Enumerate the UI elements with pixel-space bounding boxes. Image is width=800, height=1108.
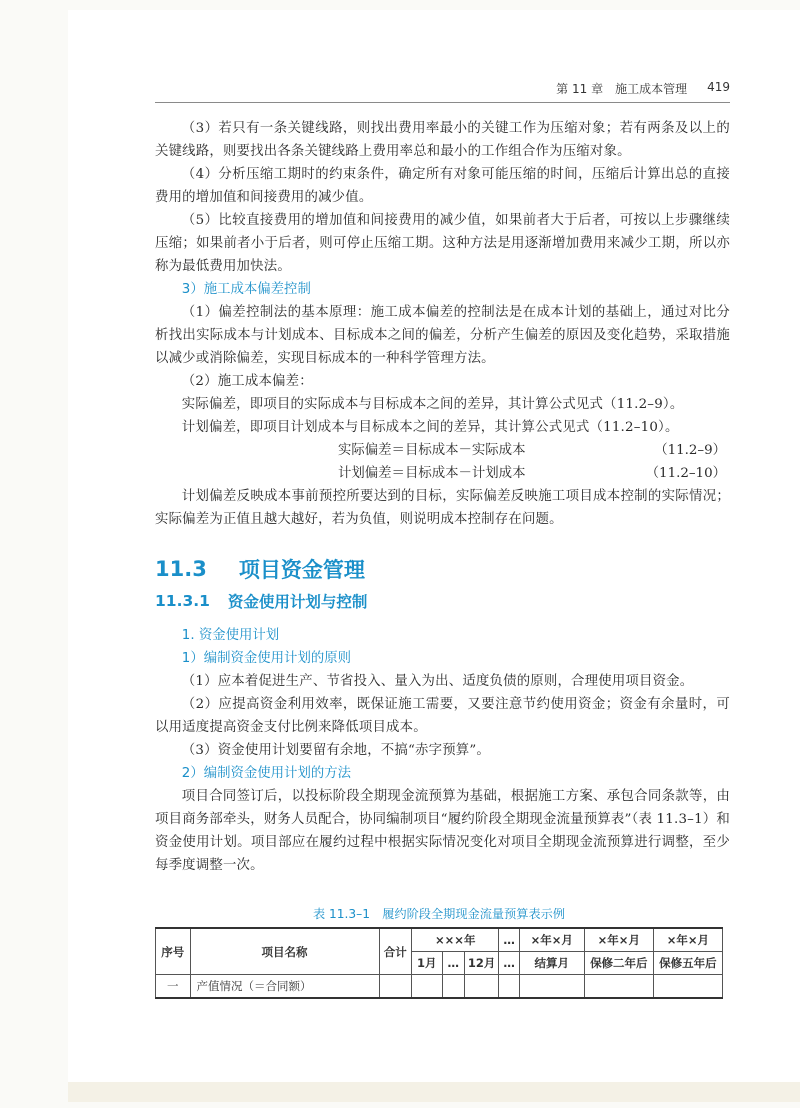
section-heading-11-3	[155, 552, 730, 586]
subsection-number: 11.3.1	[155, 592, 210, 610]
paragraph-step-3: （3）若只有一条关键线路，则找出费用率最小的关键工作为压缩对象；若有两条及以上的关键线路，则要找出各条关键线路上费用率总和最小的工作组合作为压缩对象。	[155, 121, 730, 159]
col-ym-header: ×年×月	[584, 928, 653, 952]
formula-11-2-9	[155, 439, 730, 462]
sub-month-12: 12月	[464, 952, 499, 975]
sub-ellipsis: …	[499, 952, 519, 975]
col-ym-header: ×年×月	[653, 928, 722, 952]
running-header	[155, 80, 730, 103]
paragraph-deviation-label: （2）施工成本偏差：	[181, 374, 313, 389]
bottom-strip	[68, 1082, 800, 1102]
header-chapter: 第 11 章	[556, 82, 604, 96]
col-seq-header: 序号	[156, 928, 191, 975]
col-ellipsis-header: …	[499, 928, 519, 952]
sub-month-1: 1月	[412, 952, 442, 975]
formula-expression: 计划偏差＝目标成本－计划成本	[338, 466, 526, 481]
col-name-header: 项目名称	[190, 928, 379, 975]
col-year-header: ×××年	[412, 928, 499, 952]
subsection-heading-11-3-1	[155, 586, 730, 616]
col-ym-header: ×年×月	[519, 928, 584, 952]
heading-plan-methods: 2）编制资金使用计划的方法	[181, 766, 352, 781]
cell-empty	[499, 975, 519, 999]
paragraph-principle-2: （2）应提高资金利用效率，既保证施工需要，又要注意节约使用资金；资金有余量时，可以用适度提高资金支付比例来降低项目成本。	[155, 697, 730, 735]
table-header-row	[156, 928, 723, 952]
cell-empty	[412, 975, 442, 999]
paragraph-principle-3: （3）资金使用计划要留有余地，不搞“赤字预算”。	[181, 743, 491, 758]
formula-number: （11.2–10）	[645, 466, 726, 481]
sub-warranty-5-years: 保修五年后	[653, 952, 722, 975]
paragraph-principle-1: （1）应本着促进生产、节省投入、量入为出、适度负债的原则，合理使用项目资金。	[181, 674, 694, 689]
cell-empty	[442, 975, 464, 999]
cash-flow-budget-table	[155, 927, 723, 999]
header-chapter-title: 施工成本管理	[615, 82, 688, 96]
page-body	[155, 117, 730, 877]
cell-empty	[379, 975, 412, 999]
heading-fund-use-plan: 1. 资金使用计划	[181, 628, 280, 643]
table-row	[156, 975, 723, 999]
section-number: 11.3	[155, 557, 207, 581]
table-caption: 表 11.3–1 履约阶段全期现金流量预算表示例	[312, 907, 566, 921]
paragraph-planned-deviation: 计划偏差，即项目计划成本与目标成本之间的差异，其计算公式见式（11.2–10）。	[181, 420, 679, 435]
heading-cost-deviation-control: 3）施工成本偏差控制	[181, 282, 311, 297]
paragraph-deviation-conclusion: 计划偏差反映成本事前预控所要达到的目标，实际偏差反映施工项目成本控制的实际情况；实际偏差为正值且越大越好，若为负值，则说明成本控制存在问题。	[155, 489, 730, 527]
paragraph-plan-method: 项目合同签订后，以投标阶段全期现金流预算为基础，根据施工方案、承包合同条款等，由项目商务部牵头，财务人员配合，协同编制项目“履约阶段全期现金流量预算表”（表 11.3–1）和资金使用计划。项目部应在履约过程中根据实际情况变化对项目全期现金流预算进行调整，至少每季度调整一次。	[155, 789, 730, 873]
paragraph-step-5: （5）比较直接费用的增加值和间接费用的减少值，如果前者大于后者，可按以上步骤继续压缩；如果前者小于后者，则可停止压缩工期。这种方法是用逐渐增加费用来减少工期，所以亦称为最低费用加快法。	[155, 213, 730, 274]
paragraph-deviation-principle: （1）偏差控制法的基本原理：施工成本偏差的控制法是在成本计划的基础上，通过对比分析找出实际成本与计划成本、目标成本之间的偏差，分析产生偏差的原因及变化趋势，采取措施以减少或消除偏差，实现目标成本的一种科学管理方法。	[155, 305, 730, 366]
cell-empty	[584, 975, 653, 999]
sub-ellipsis: …	[442, 952, 464, 975]
formula-expression: 实际偏差＝目标成本－实际成本	[338, 443, 526, 458]
cell-empty	[519, 975, 584, 999]
sub-warranty-2-years: 保修二年后	[584, 952, 653, 975]
sub-settlement-month: 结算月	[519, 952, 584, 975]
paragraph-actual-deviation: 实际偏差，即项目的实际成本与目标成本之间的差异，其计算公式见式（11.2–9）。	[181, 397, 684, 412]
formula-number: （11.2–9）	[654, 443, 726, 458]
cell-seq: 一	[156, 975, 191, 999]
subsection-title: 资金使用计划与控制	[227, 593, 368, 611]
paragraph-step-4: （4）分析压缩工期时的约束条件，确定所有对象可能压缩的时间，压缩后计算出总的直接费用的增加值和间接费用的减少值。	[155, 167, 730, 205]
heading-plan-principles: 1）编制资金使用计划的原则	[181, 651, 352, 666]
cell-empty	[464, 975, 499, 999]
formula-11-2-10	[155, 462, 730, 485]
page-number: 419	[707, 80, 730, 94]
cell-item-name: 产值情况（＝合同额）	[190, 975, 379, 999]
section-title: 项目资金管理	[238, 558, 365, 582]
cell-empty	[653, 975, 722, 999]
col-total-header: 合计	[379, 928, 412, 975]
